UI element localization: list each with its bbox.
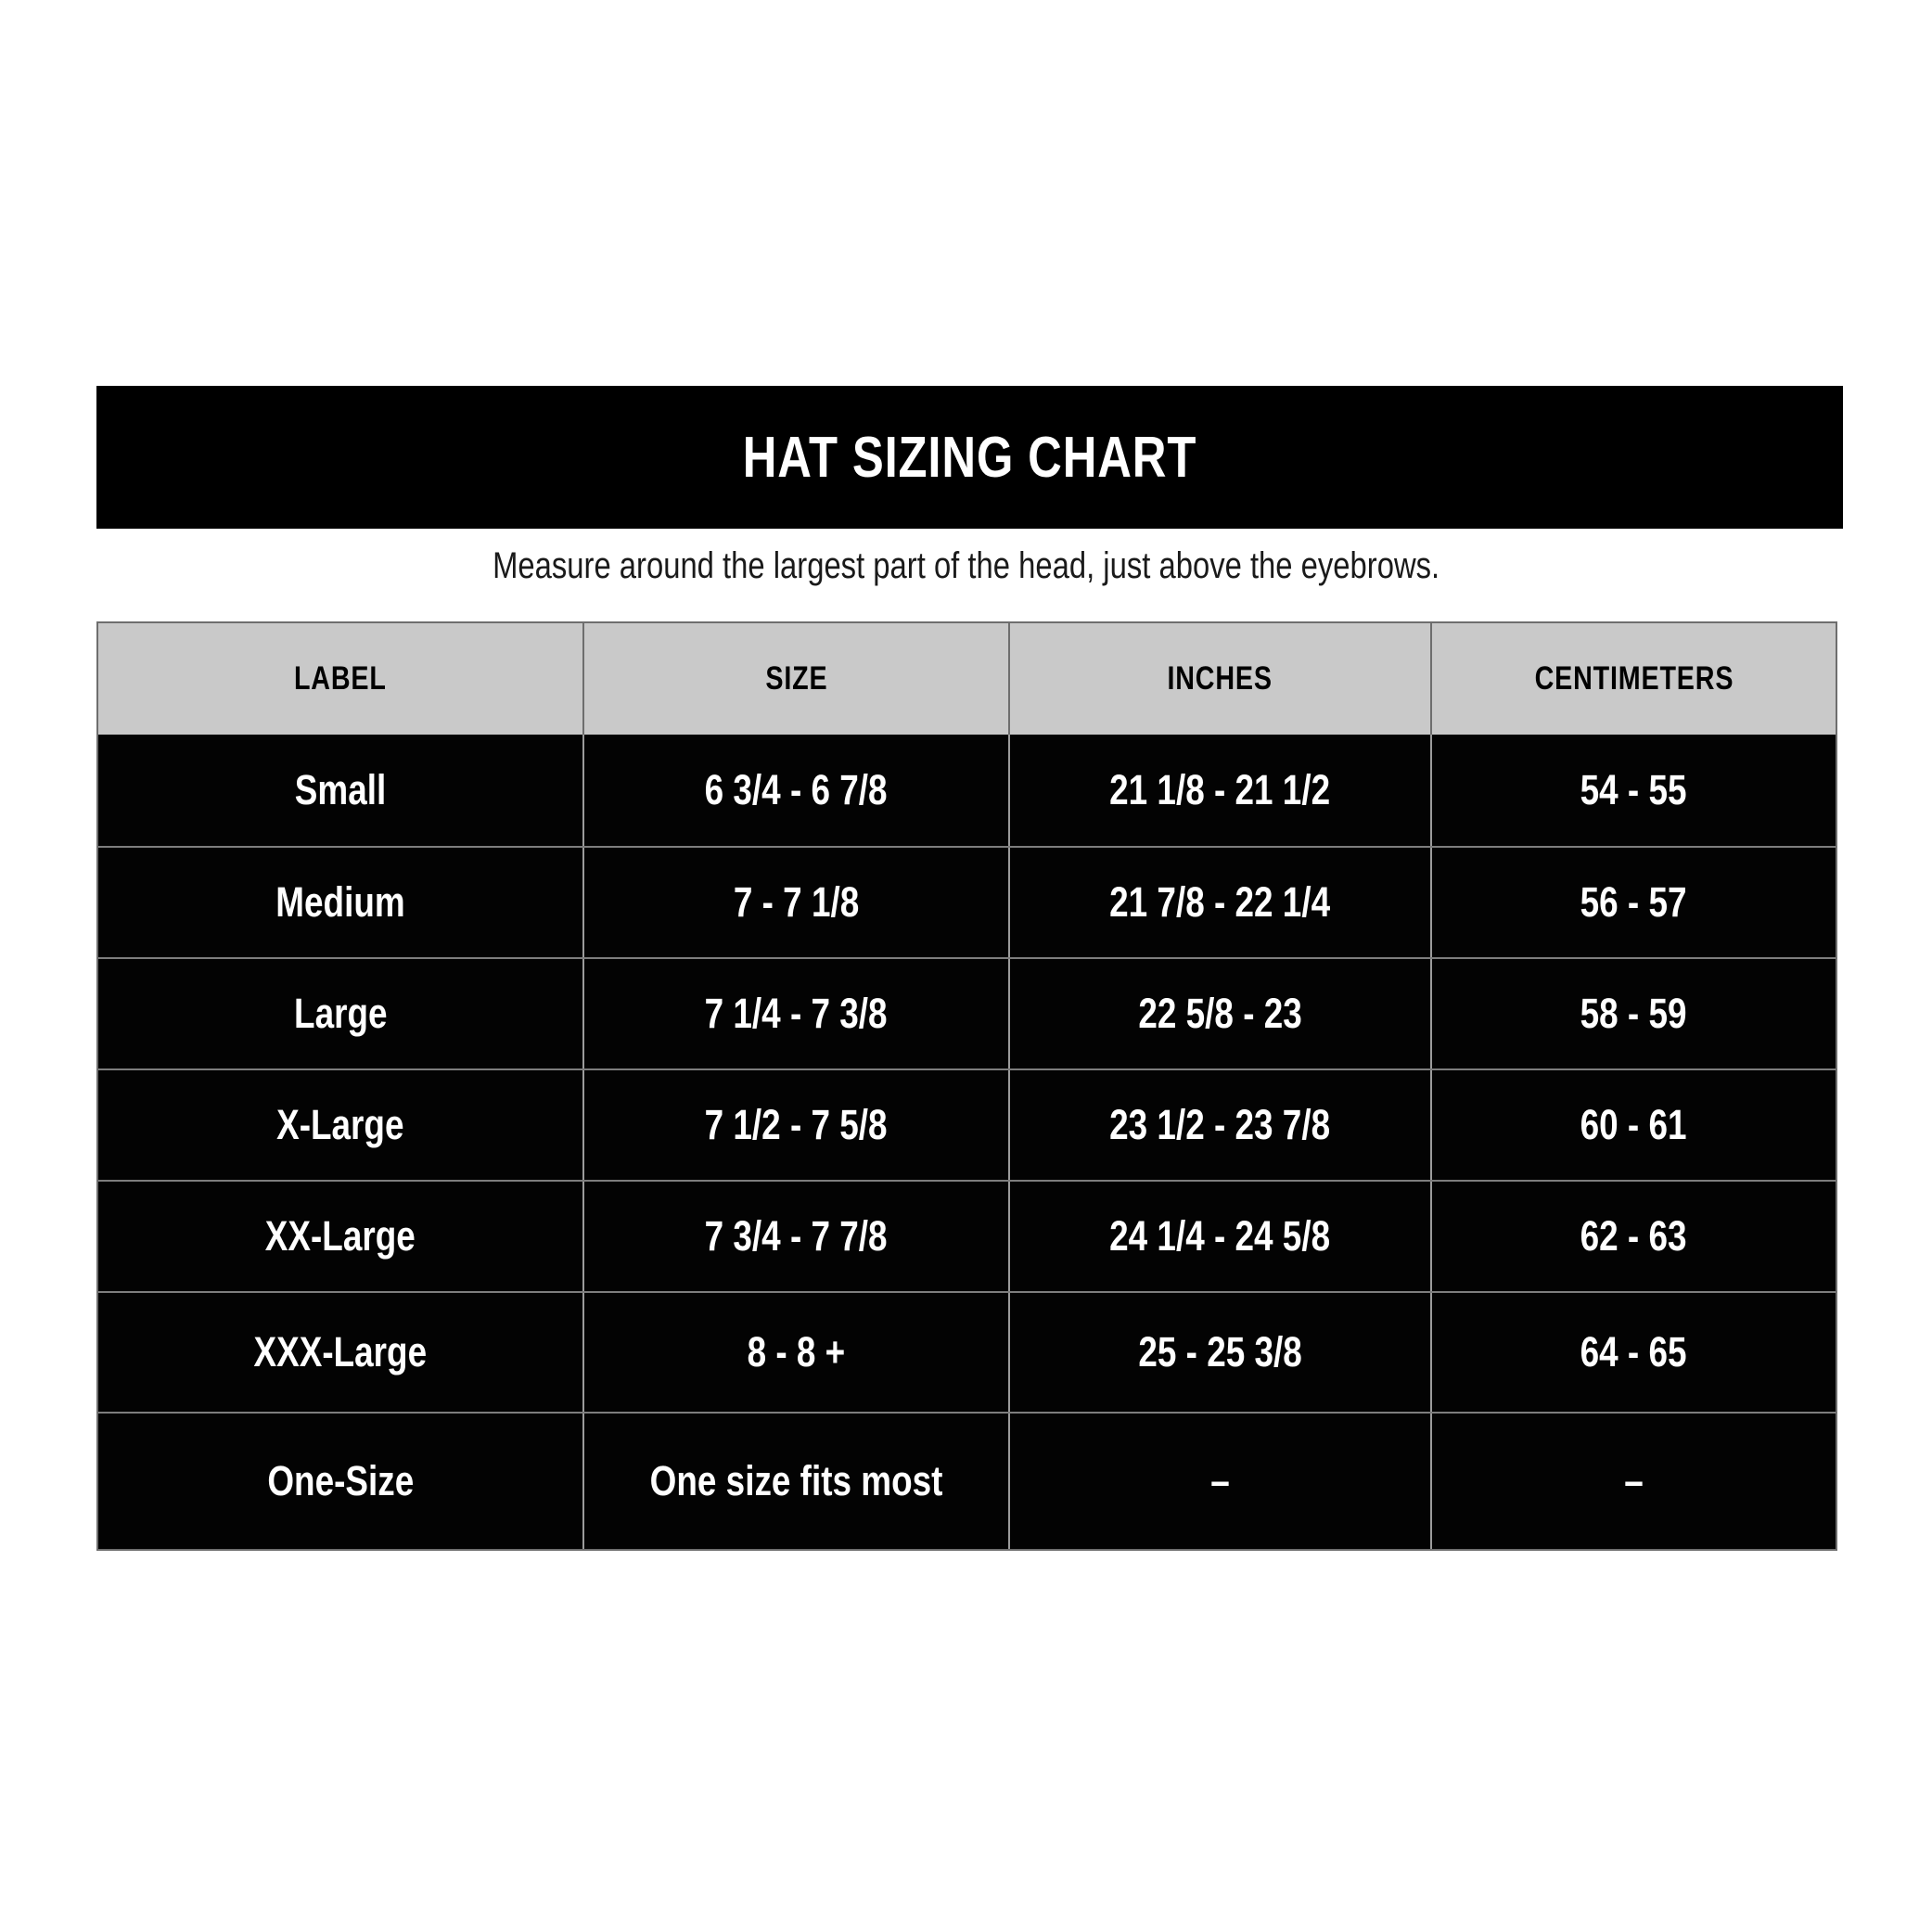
- row-label-text: Medium: [275, 878, 405, 926]
- row-inches-text: 21 7/8 - 22 1/4: [1109, 878, 1331, 926]
- row-inches-text: –: [1210, 1457, 1230, 1504]
- cell-inches: [1010, 848, 1432, 957]
- row-centimeters-text: –: [1624, 1457, 1644, 1504]
- subtitle: [0, 545, 1932, 587]
- table-row-small: [98, 735, 1836, 846]
- cell-label: [98, 1182, 584, 1291]
- header-inches-text: INCHES: [1167, 660, 1273, 697]
- cell-label: [98, 1293, 584, 1412]
- sizing-table: [96, 621, 1837, 1551]
- row-label-text: Large: [293, 990, 388, 1037]
- table-row-x-large: [98, 1068, 1836, 1180]
- row-size-text: 8 - 8 +: [747, 1328, 846, 1375]
- cell-inches: [1010, 959, 1432, 1068]
- table-header-row: [98, 623, 1836, 735]
- row-label-text: X-Large: [276, 1101, 404, 1148]
- cell-centimeters: [1432, 1414, 1836, 1549]
- cell-size: [584, 1293, 1010, 1412]
- cell-centimeters: [1432, 1070, 1836, 1180]
- row-inches-text: 22 5/8 - 23: [1138, 990, 1302, 1037]
- row-size-text: 6 3/4 - 6 7/8: [705, 766, 888, 813]
- table-row-large: [98, 957, 1836, 1068]
- row-inches-text: 21 1/8 - 21 1/2: [1109, 766, 1331, 813]
- cell-centimeters: [1432, 959, 1836, 1068]
- row-inches-text: 25 - 25 3/8: [1138, 1328, 1302, 1375]
- cell-inches: [1010, 1293, 1432, 1412]
- cell-label: [98, 1414, 584, 1549]
- cell-inches: [1010, 735, 1432, 846]
- cell-size: [584, 1414, 1010, 1549]
- cell-label: [98, 1070, 584, 1180]
- cell-inches: [1010, 1182, 1432, 1291]
- row-size-text: 7 3/4 - 7 7/8: [705, 1212, 888, 1260]
- row-inches-text: 23 1/2 - 23 7/8: [1109, 1101, 1331, 1148]
- header-cell-label: [98, 623, 584, 735]
- row-centimeters-text: 56 - 57: [1580, 878, 1687, 926]
- header-cell-inches: [1010, 623, 1432, 735]
- cell-label: [98, 959, 584, 1068]
- subtitle-text: Measure around the largest part of the head, just above the eyebrows.: [492, 545, 1440, 586]
- header-cell-centimeters: [1432, 623, 1836, 735]
- row-centimeters-text: 60 - 61: [1580, 1101, 1687, 1148]
- header-label-text: LABEL: [294, 660, 387, 697]
- cell-centimeters: [1432, 1182, 1836, 1291]
- cell-inches: [1010, 1414, 1432, 1549]
- row-centimeters-text: 64 - 65: [1580, 1328, 1687, 1375]
- cell-label: [98, 735, 584, 846]
- row-size-text: 7 1/2 - 7 5/8: [705, 1101, 888, 1148]
- cell-centimeters: [1432, 848, 1836, 957]
- row-size-text: 7 - 7 1/8: [733, 878, 860, 926]
- row-label-text: One-Size: [267, 1457, 414, 1504]
- cell-size: [584, 1070, 1010, 1180]
- table-row-medium: [98, 846, 1836, 957]
- cell-centimeters: [1432, 735, 1836, 846]
- cell-size: [584, 959, 1010, 1068]
- header-cell-size: [584, 623, 1010, 735]
- row-size-text: 7 1/4 - 7 3/8: [705, 990, 888, 1037]
- row-centimeters-text: 58 - 59: [1580, 990, 1687, 1037]
- row-inches-text: 24 1/4 - 24 5/8: [1109, 1212, 1331, 1260]
- row-centimeters-text: 54 - 55: [1580, 766, 1687, 813]
- page-title: HAT SIZING CHART: [742, 425, 1197, 490]
- row-label-text: XXX-Large: [253, 1328, 428, 1375]
- cell-centimeters: [1432, 1293, 1836, 1412]
- table-row-xxx-large: [98, 1291, 1836, 1412]
- header-centimeters-text: CENTIMETERS: [1534, 660, 1734, 697]
- cell-label: [98, 848, 584, 957]
- header-size-text: SIZE: [764, 660, 828, 697]
- cell-size: [584, 1182, 1010, 1291]
- cell-size: [584, 848, 1010, 957]
- table-row-xx-large: [98, 1180, 1836, 1291]
- cell-size: [584, 735, 1010, 846]
- row-label-text: XX-Large: [264, 1212, 416, 1260]
- row-label-text: Small: [294, 766, 387, 813]
- row-size-text: One size fits most: [649, 1457, 943, 1504]
- row-centimeters-text: 62 - 63: [1580, 1212, 1687, 1260]
- table-row-one-size: [98, 1412, 1836, 1549]
- cell-inches: [1010, 1070, 1432, 1180]
- title-bar: [96, 386, 1843, 529]
